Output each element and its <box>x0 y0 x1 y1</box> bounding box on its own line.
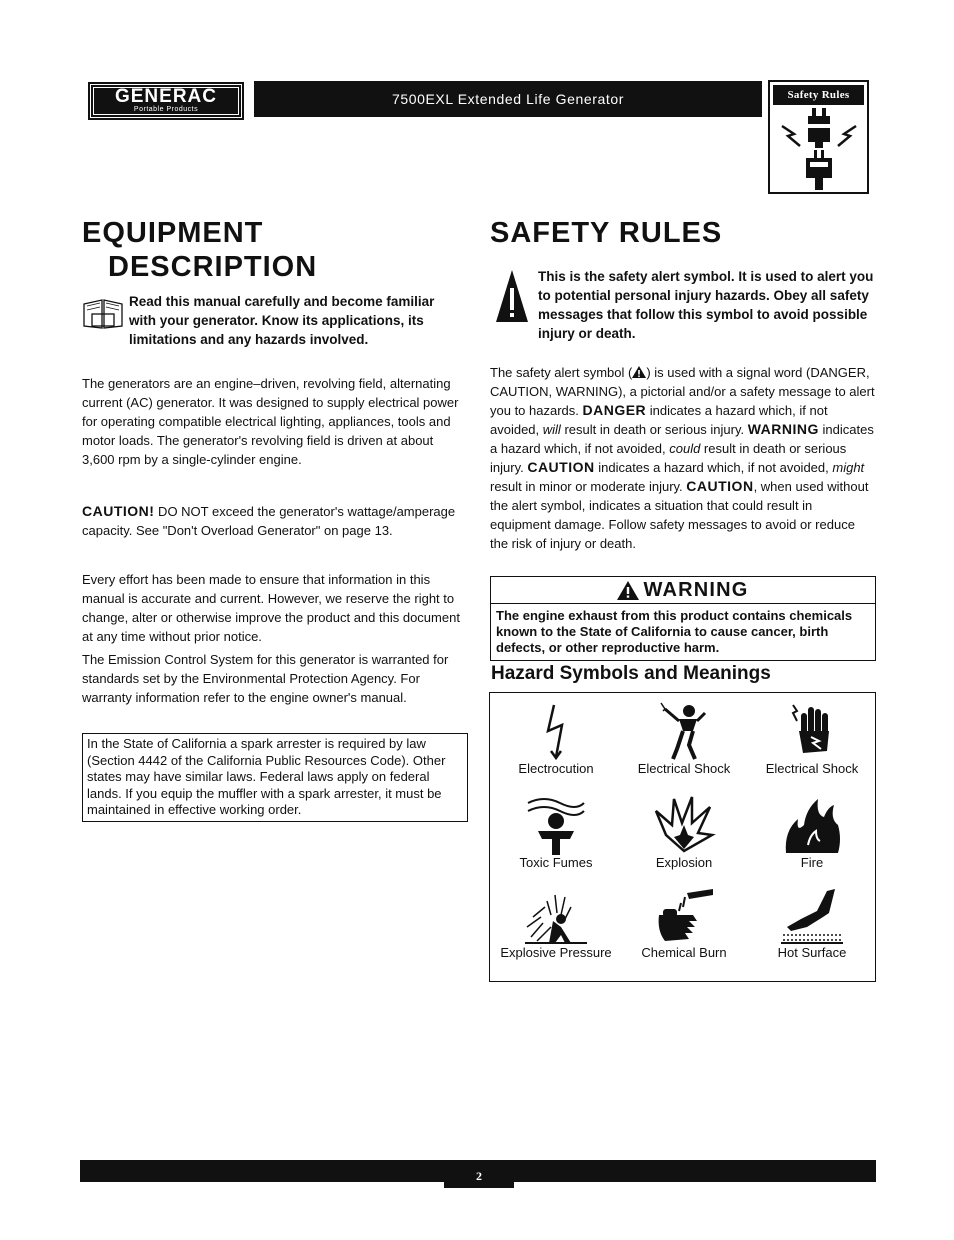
para-text: indicates a hazard which, if not avoided, <box>490 422 874 456</box>
toxic-fumes-icon <box>524 795 588 855</box>
para-text: indicates a hazard which, if not avoided, <box>490 403 828 437</box>
generac-logo <box>88 82 244 120</box>
hazard-label: Explosion <box>655 855 713 870</box>
warning-box <box>490 576 876 661</box>
will-word: will <box>542 422 561 437</box>
hazard-item <box>492 795 620 871</box>
hazard-label: Explosive Pressure <box>500 945 612 960</box>
hazard-symbols-heading: Hazard Symbols and Meanings <box>491 663 771 684</box>
logo-text: GENERAC <box>114 86 217 107</box>
shocked-hand-icon <box>787 701 837 761</box>
hazard-label: Electrical Shock <box>637 761 731 776</box>
hazard-label: Hot Surface <box>777 945 847 960</box>
hazard-label: Chemical Burn <box>641 945 727 960</box>
hazard-item <box>492 701 620 777</box>
book-icon <box>82 296 124 330</box>
inline-alert-icon <box>632 366 646 378</box>
para-text: result in death or serious injury. <box>490 441 847 475</box>
para-text: result in death or serious injury. <box>560 422 748 437</box>
warning-box-header <box>491 577 875 604</box>
hazard-label: Electrical Shock <box>765 761 859 776</box>
danger-word: DANGER <box>582 402 647 418</box>
hazard-symbols-grid <box>489 692 876 982</box>
could-word: could <box>669 441 701 456</box>
caution-word: CAUTION <box>527 459 595 475</box>
logo-subtext: Portable Products <box>133 106 199 113</box>
alert-symbol-lead: This is the safety alert symbol. It is used to alert you to potential personal injury hazards. Obey all safety messages that follow this symbol to avoid possible injury or death. <box>538 269 874 341</box>
para-text: result in minor or moderate injury. <box>490 479 687 494</box>
explosion-icon <box>652 795 716 855</box>
caution-paragraph <box>82 502 462 540</box>
disclaimer-paragraph: Every effort has been made to ensure that information in this manual is accurate and current. However, we reserve the right to change, alter or otherwise improve the product and this document at any time without prior notice. <box>82 572 460 644</box>
document-title: 7500EXL Extended Life Generator <box>391 91 625 107</box>
hazard-label: Electrocution <box>518 761 594 776</box>
hazard-item <box>492 887 620 961</box>
hazard-label: Fire <box>800 855 824 870</box>
document-title-bar <box>254 81 762 117</box>
shocked-person-icon <box>659 701 709 761</box>
chemical-burn-icon <box>649 887 719 945</box>
caution-word: CAUTION! <box>82 503 155 519</box>
warning-word: WARNING <box>747 421 819 437</box>
safety-rules-tab-label: Safety Rules <box>773 85 864 105</box>
hazard-item <box>620 887 748 961</box>
warning-box-title: WARNING <box>643 578 749 601</box>
signal-word-paragraph <box>490 363 876 553</box>
warning-box-text: The engine exhaust from this product contains chemicals known to the State of California to cause cancer, birth defects, or other reproductive harm. <box>496 608 853 655</box>
equipment-heading-line1: EQUIPMENT <box>82 217 264 249</box>
para-text: indicates a hazard which, if not avoided, <box>594 460 833 475</box>
page-number: 2 <box>444 1164 514 1188</box>
hazard-item <box>748 887 876 961</box>
hazard-item <box>620 701 748 777</box>
read-manual-lead: Read this manual carefully and become familiar with your generator. Know its applications, its limitations and any hazards involved. <box>129 294 435 347</box>
equipment-heading-line2: DESCRIPTION <box>108 251 318 283</box>
para-text: ) is used with a signal word (DANGER, CAUTION, WARNING), a pictorial and/or a safety message to alert you to hazards. <box>490 365 875 418</box>
para-text: , when used without the alert symbol, indicates a situation that could result in equipment damage. Follow safety messages to avoid or reduce the risk of injury or death. <box>490 479 869 551</box>
caution-word-2: CAUTION <box>686 478 754 494</box>
lightning-bolt-icon <box>536 701 576 761</box>
caution-text: DO NOT exceed the generator's wattage/amperage capacity. See "Don't Overload Generator" on page 13. <box>82 504 456 538</box>
might-word: might <box>832 460 865 475</box>
hazard-label: Toxic Fumes <box>519 855 593 870</box>
warning-alert-icon <box>617 581 639 600</box>
emission-paragraph: The Emission Control System for this generator is warranted for standards set by the Environmental Protection Agency. For warranty information refer to the engine owner's manual. <box>82 652 449 705</box>
safety-rules-heading: SAFETY RULES <box>490 217 723 249</box>
spark-arrester-note: In the State of California a spark arrester is required by law (Section 4442 of the California Public Resources Code). Other states may have similar laws. Federal laws apply on federal lands. If you equip the muffler with a spark arrester, it must be maintained in effective working order. <box>82 733 468 822</box>
generator-description: The generators are an engine–driven, revolving field, alternating current (AC) generator. It was designed to supply electrical power for operating compatible electrical lighting, appliances, tools and motor loads. The generator's revolving field is driven at about 3,600 rpm by a single-cylinder engine. <box>82 376 459 467</box>
hazard-item <box>748 701 876 777</box>
hot-surface-icon <box>777 887 847 945</box>
fire-icon <box>780 795 844 855</box>
electrical-plug-icon <box>774 108 864 190</box>
explosive-pressure-icon <box>521 887 591 945</box>
safety-rules-tab <box>768 80 869 194</box>
hazard-item <box>620 795 748 871</box>
safety-alert-icon <box>494 268 530 324</box>
hazard-item <box>748 795 876 871</box>
para-text: The safety alert symbol ( <box>490 365 633 380</box>
